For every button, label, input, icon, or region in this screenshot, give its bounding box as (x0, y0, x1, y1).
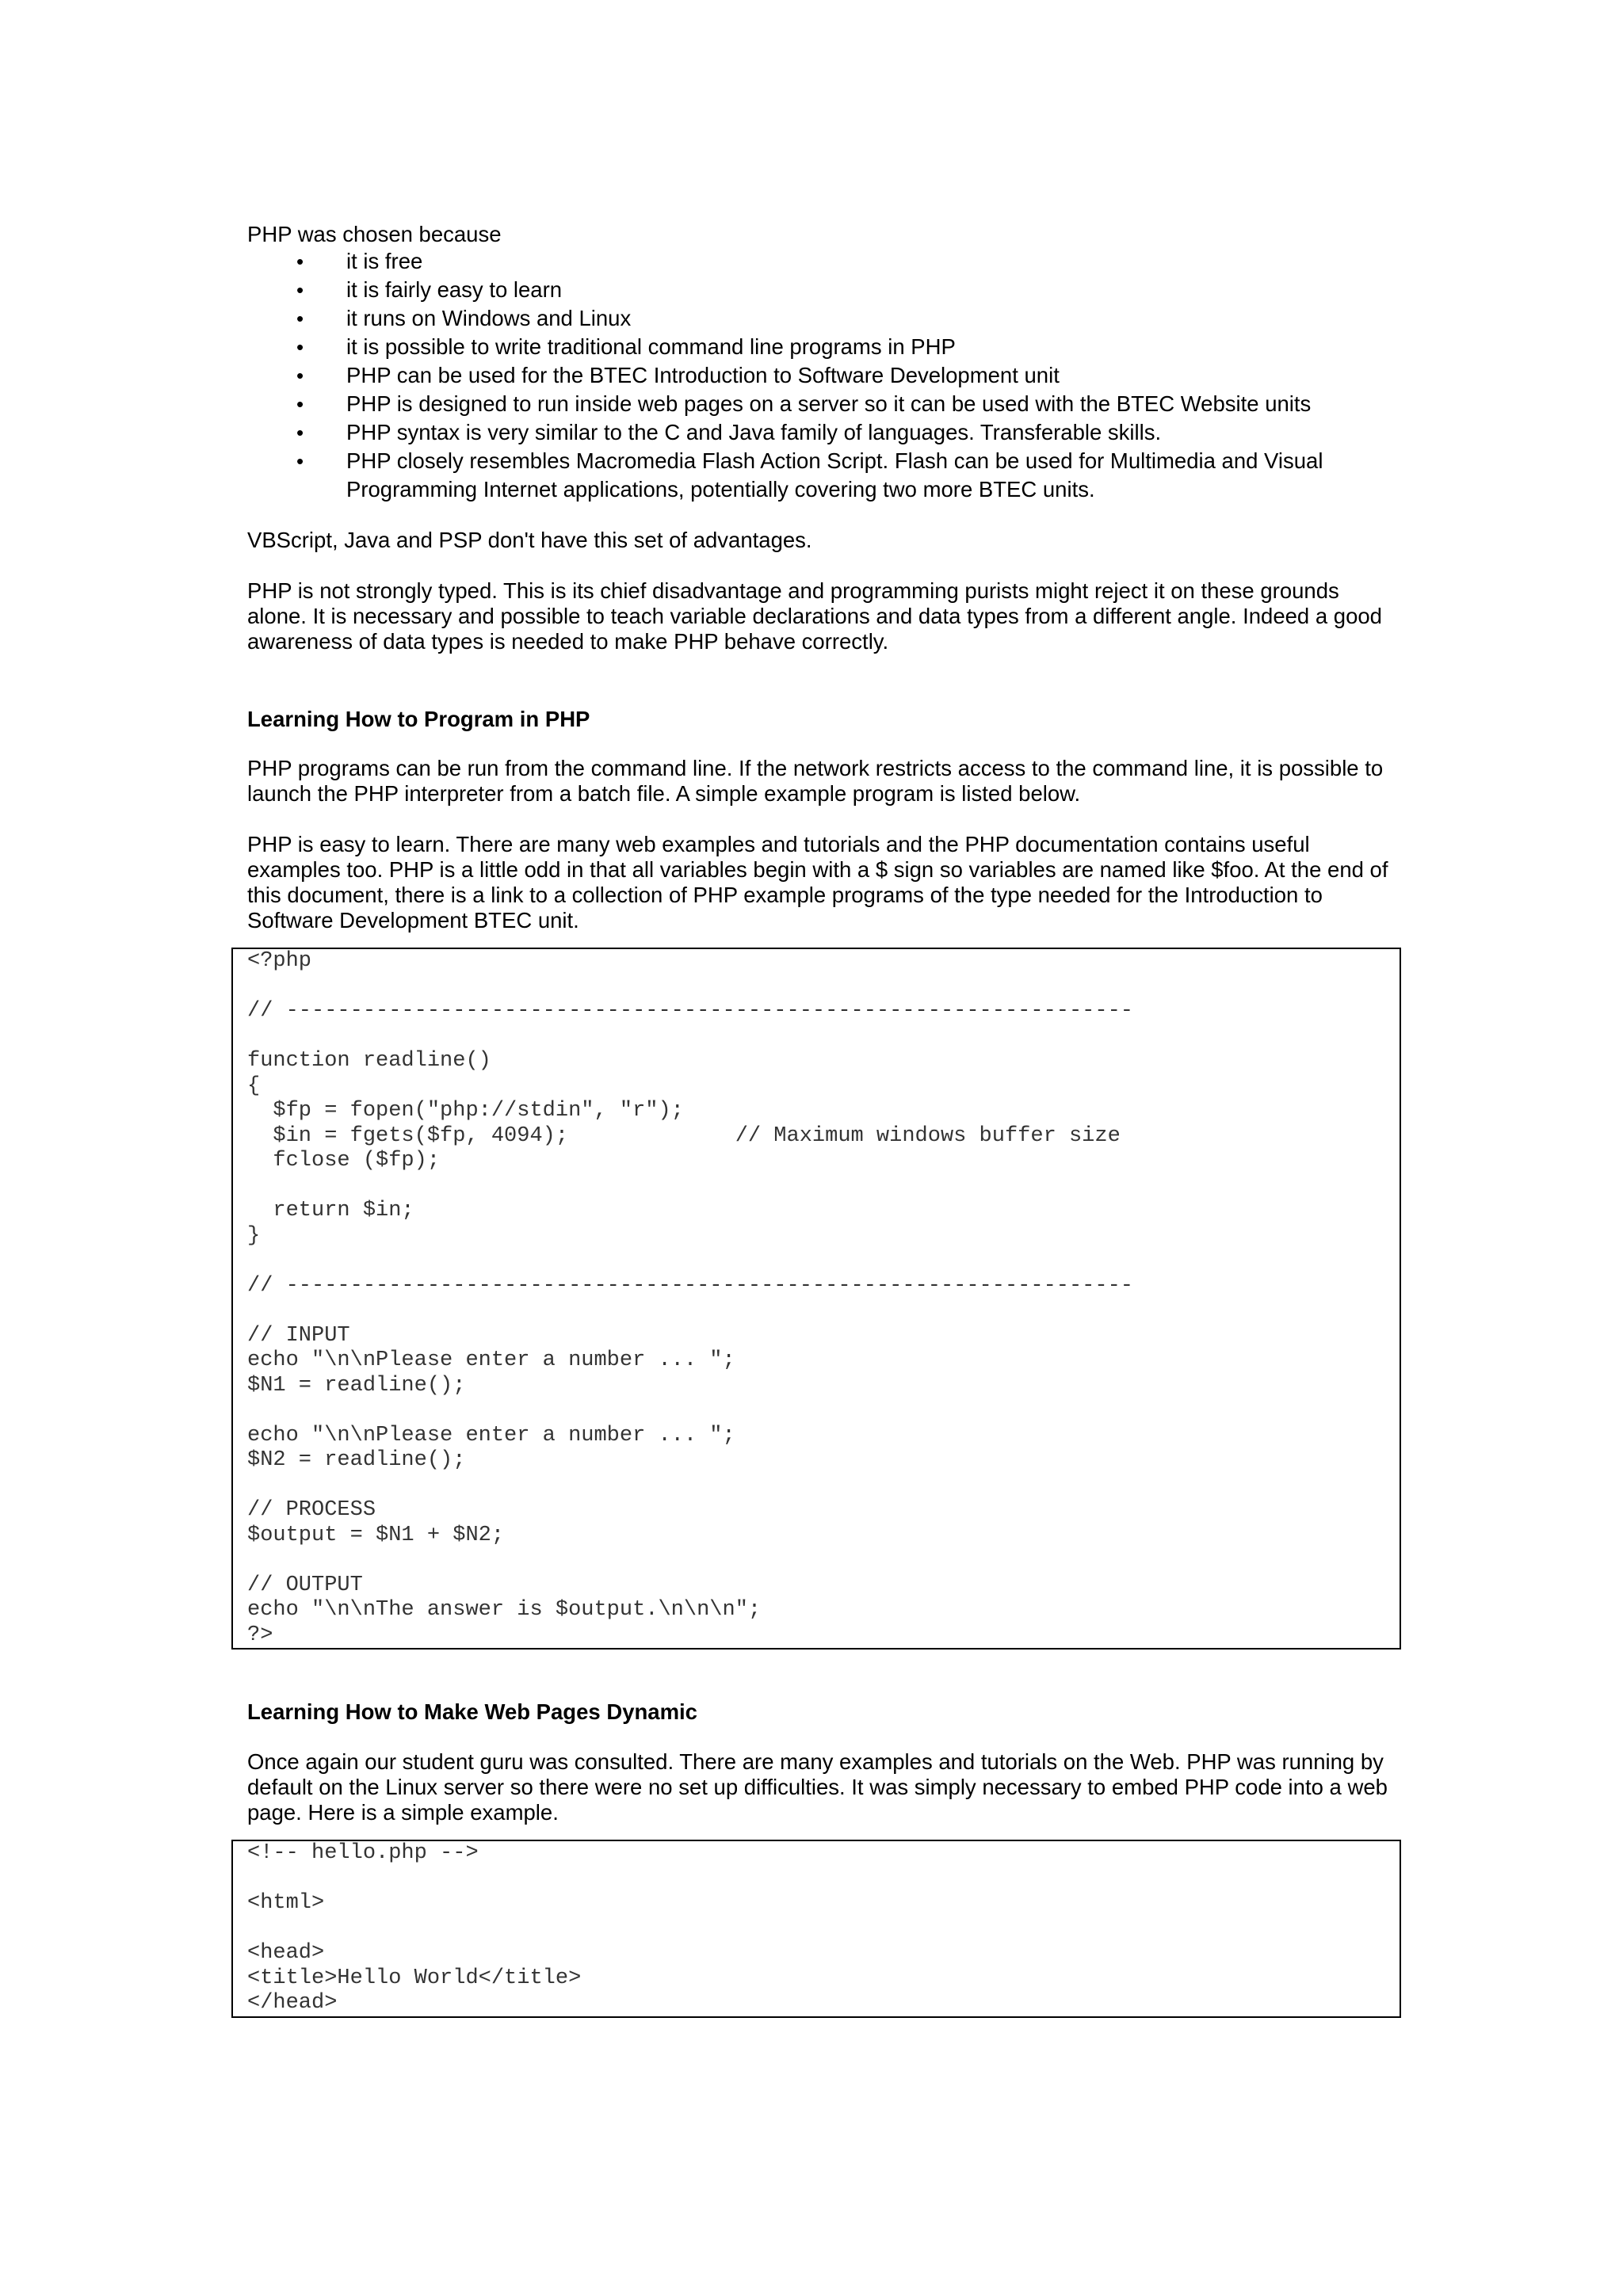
bullet-icon: • (296, 392, 304, 416)
list-item-text: PHP can be used for the BTEC Introduction to Software Development unit (346, 363, 1060, 387)
code-block-php (231, 948, 1401, 1650)
section-heading-web: Learning How to Make Web Pages Dynamic (247, 1699, 697, 1724)
list-item-text: PHP syntax is very similar to the C and Java family of languages. Transferable skills. (346, 420, 1162, 444)
list-item-text: PHP closely resembles Macromedia Flash Action Script. Flash can be used for Multimedia and Visual Programming Internet applications, potentially covering two more BTEC units. (346, 448, 1323, 502)
document-page (247, 222, 1388, 2018)
list-item-text: it runs on Windows and Linux (346, 306, 632, 330)
list-item (247, 304, 1388, 333)
bullet-icon: • (296, 278, 304, 302)
list-item-text: PHP is designed to run inside web pages on a server so it can be used with the BTEC Website units (346, 391, 1312, 416)
list-item-text: it is free (346, 249, 423, 273)
list-item (247, 361, 1388, 390)
bullet-icon: • (296, 421, 304, 444)
section-heading-program: Learning How to Program in PHP (247, 707, 590, 731)
list-item (247, 390, 1388, 418)
bullet-icon: • (296, 449, 304, 473)
list-item (247, 418, 1388, 447)
bullet-icon: • (296, 250, 304, 273)
bullet-icon: • (296, 364, 304, 387)
list-item (247, 276, 1388, 304)
list-item (247, 333, 1388, 361)
paragraph-command-line: PHP programs can be run from the command line. If the network restricts access to the command line, it is possible to launch the PHP interpreter from a batch file. A simple example program is listed below. (247, 756, 1384, 806)
paragraph-typing: PHP is not strongly typed. This is its chief disadvantage and programming purists might reject it on these grounds alone. It is necessary and possible to teach variable declarations and data types from a different angle. Indeed a good awareness of data types is needed to make PHP behave correctly. (247, 578, 1382, 654)
bullet-icon: • (296, 335, 304, 359)
code-listing: <?php // ------------------------------------------------------------------ function readline() { $fp = fopen("php://stdin", "r"); $in = fgets($fp, 4094); // Maximum windows buffer size fclose ($fp); return $in; } // ------------------------------------------------------------------ // INPUT echo "\n\nPlease enter a number ... "; $N1 = readline(); echo "\n\nPlease enter a number ... "; $N2 = readline(); // PROCESS $output = $N1 + $N2; // OUTPUT echo "\n\nThe answer is $output.\n\n\n"; ?> (247, 949, 1133, 1647)
paragraph-vbscript: VBScript, Java and PSP don't have this set of advantages. (247, 528, 812, 552)
reasons-list (247, 247, 1388, 504)
paragraph-student-guru: Once again our student guru was consulted. There are many examples and tutorials on the Web. PHP was running by default on the Linux server so there were no set up difficulties. It was simply necessary to embed PHP code into a web page. Here is a simple example. (247, 1749, 1388, 1825)
list-item (247, 247, 1388, 276)
bullet-icon: • (296, 307, 304, 330)
code-listing: <!-- hello.php --> <html> <head> <title>Hello World</title> </head> (247, 1841, 582, 2015)
list-item (247, 447, 1388, 504)
paragraph-easy-to-learn: PHP is easy to learn. There are many web examples and tutorials and the PHP documentation contains useful examples too. PHP is a little odd in that all variables begin with a $ sign so variables are named like $foo. At the end of this document, there is a link to a collection of PHP example programs of the type needed for the Introduction to Software Development BTEC unit. (247, 832, 1388, 933)
list-item-text: it is fairly easy to learn (346, 277, 563, 302)
intro-line: PHP was chosen because (247, 222, 502, 246)
code-block-html (231, 1840, 1401, 2018)
list-item-text: it is possible to write traditional command line programs in PHP (346, 334, 956, 359)
